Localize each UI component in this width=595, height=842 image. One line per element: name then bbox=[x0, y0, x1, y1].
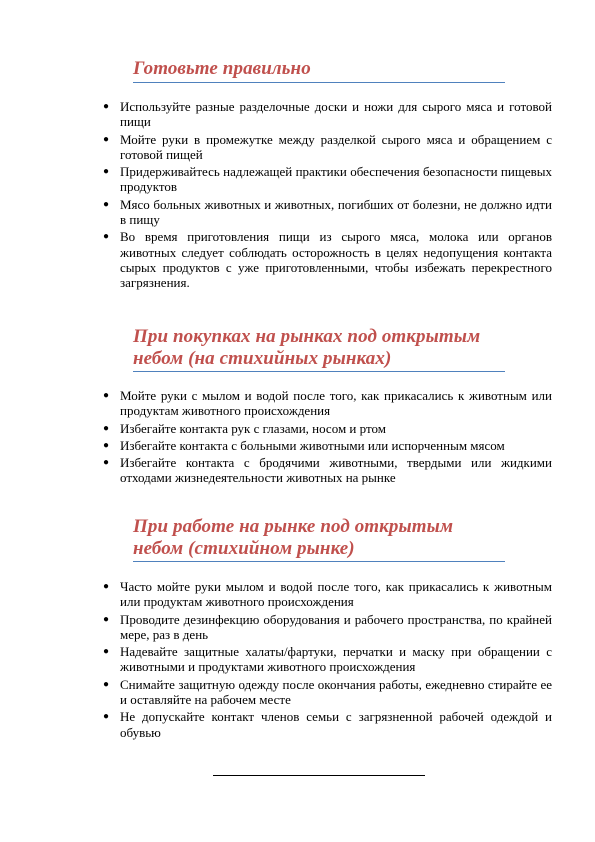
bullet-list bbox=[0, 579, 595, 742]
bullet-list bbox=[0, 99, 595, 293]
bullet-icon: ● bbox=[103, 198, 110, 210]
heading-underline bbox=[133, 82, 505, 83]
heading-line: небом (на стихийных рынках) bbox=[133, 348, 392, 369]
bullet-list bbox=[0, 388, 595, 488]
heading-line: Готовьте правильно bbox=[133, 58, 311, 79]
bullet-icon: ● bbox=[103, 166, 110, 178]
list-item: ● Не допускайте контакт членов семьи с загрязненной рабочей одеждой и обувью bbox=[103, 709, 552, 740]
bullet-icon: ● bbox=[103, 231, 110, 243]
list-item: ● Мясо больных животных и животных, погибших от болезни, не должно идти в пищу bbox=[103, 196, 552, 228]
list-item: ● Придерживайтесь надлежащей практики обеспечения безопасности пищевых продуктов bbox=[103, 164, 552, 195]
list-item: ● Мойте руки с мылом и водой после того, как прикасались к животным или продуктам животного происхождения bbox=[103, 388, 552, 419]
heading-underline bbox=[133, 561, 505, 562]
list-item: ● Снимайте защитную одежду после окончания работы, ежедневно стирайте ее и оставляйте на рабочем месте bbox=[103, 676, 552, 708]
footer-divider bbox=[213, 775, 425, 776]
list-item: ● Избегайте контакта рук с глазами, носом и ртом bbox=[103, 420, 386, 436]
list-item: ● Надевайте защитные халаты/фартуки, перчатки и маску при обращении с животными и продуктами животного происхождения bbox=[103, 644, 552, 675]
bullet-icon: ● bbox=[103, 390, 110, 401]
list-item: ● Во время приготовления пищи из сырого мяса, молока или органов животных следует соблюдать осторожность в целях недопущения контакта сырых продуктов с уже приготовленными, чтобы избежать перекрестного загрязнения. bbox=[103, 229, 552, 291]
heading-line: При покупках на рынках под открытым bbox=[133, 326, 481, 347]
bullet-icon: ● bbox=[103, 711, 110, 723]
bullet-icon: ● bbox=[103, 678, 110, 690]
list-item: ● Проводите дезинфекцию оборудования и рабочего пространства, по крайней мере, раз в день bbox=[103, 611, 552, 642]
list-item: ● Избегайте контакта с бродячими животными, твердыми или жидкими отходами жизнедеятельности животных на рынке bbox=[103, 455, 552, 486]
bullet-icon: ● bbox=[103, 457, 110, 469]
list-item: ● Используйте разные разделочные доски и ножи для сырого мяса и готовой пищи bbox=[103, 99, 552, 130]
bullet-icon: ● bbox=[103, 646, 110, 658]
heading-line: небом (стихийном рынке) bbox=[133, 538, 355, 559]
bullet-icon: ● bbox=[103, 101, 110, 112]
bullet-icon: ● bbox=[103, 581, 110, 592]
list-item: ● Избегайте контакта с больными животными или испорченным мясом bbox=[103, 437, 505, 453]
heading-underline bbox=[133, 371, 505, 372]
bullet-icon: ● bbox=[103, 613, 110, 625]
list-item: ● Мойте руки в промежутке между разделкой сырого мяса и обращением с готовой пищей bbox=[103, 131, 552, 162]
heading-line: При работе на рынке под открытым bbox=[133, 516, 454, 537]
bullet-icon: ● bbox=[103, 422, 110, 434]
section-heading bbox=[133, 516, 503, 560]
bullet-icon: ● bbox=[103, 439, 110, 451]
section-heading bbox=[133, 58, 503, 80]
bullet-icon: ● bbox=[103, 133, 110, 145]
section-heading bbox=[133, 326, 503, 370]
list-item: ● Часто мойте руки мылом и водой после того, как прикасались к животным или продуктам животного происхождения bbox=[103, 579, 552, 610]
